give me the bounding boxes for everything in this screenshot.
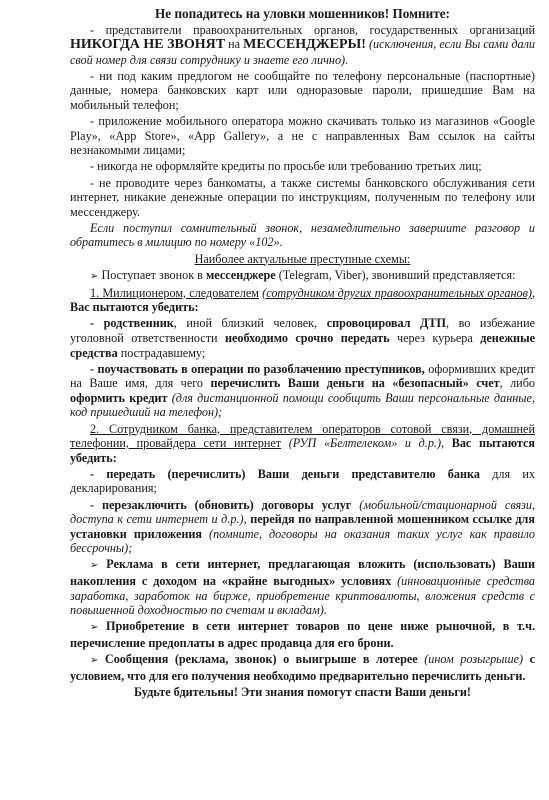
scheme-text: 2. Сотрудником банка, представителем операторов сотовой связи, домашней телефонии, провайдера сети интернет [70,421,535,451]
scheme-renew-contracts [70,498,535,556]
emphasis-convince: Вас пытаются убедить: [70,300,199,315]
schemes-subtitle: Наиболее актуальные преступные схемы: [194,251,411,266]
rule-text: на [228,37,241,52]
rule-call-police: Если поступил сомнительный звонок, незамедлительно завершите разговор и обратитесь в милицию по номеру «102». [70,220,535,250]
scheme-text: , иной близкий человек, [173,316,318,331]
rule-officials-never-call [70,23,535,68]
scheme-fake-operation [70,362,535,420]
scheme-text: (Telegram, Viber), звонивший представляется: [278,267,516,282]
scheme-text: Поступает звонок в [101,267,203,282]
arrow-bullet-icon: ➢ [90,560,99,572]
scheme-note: (РУП «Белтелеком» и д.р.), [288,436,445,451]
emphasis-transfer: - передать (перечислить) [90,466,246,481]
scheme-text: через курьера [396,330,473,345]
scheme-cheap-goods [70,619,535,650]
scheme-text: , во избежание уголовной ответственности [70,316,535,345]
scheme-text: Приобретение в сети интернет товаров по цене ниже рыночной, в т.ч. перечисление предоплаты в адрес продавца для его брони. [70,619,535,650]
emphasis-never-call: НИКОГДА НЕ ЗВОНЯТ [70,37,226,53]
scheme-police-impostor [70,286,535,315]
scheme-text: пострадавшему; [120,345,206,360]
scheme-text: , либо [499,376,535,391]
emphasis-relative: - родственник [90,316,174,331]
emphasis-lottery: Сообщения (реклама, звонок) о выигрыше в лотерее [104,651,418,666]
emphasis-malicious-link: перейдя по направленной мошенником ссылке для установки приложения [70,512,535,541]
emphasis-accident: спровоцировал ДТП [326,316,447,331]
emphasis-renew: - перезаключить (обновить) договоры услуг [90,497,352,512]
scheme-messenger-call [70,268,535,285]
rule-app-stores: - приложение мобильного оператора можно скачивать только из магазинов «Google Play», «App Store», «App Gallery», а не с направленных Вам ссылок на сайты незнакомыми лицами; [70,114,535,158]
footer-warning: Будьте бдительны! Эти знания помогут спасти Ваши деньги! [134,684,471,699]
scheme-text: , [531,285,535,300]
scheme-lottery [70,652,535,683]
emphasis-prepay: с условием, что для его получения необходимо предварительно перечислить деньги. [70,651,536,683]
emphasis-operation: - поучаствовать в операции по разоблачению преступников, [90,361,425,376]
scheme-note: (сотрудником других правоохранительных органов) [262,285,532,300]
emphasis-messengers: МЕССЕНДЖЕРЫ! [243,37,366,53]
scheme-bank-impostor [70,422,535,466]
emphasis-safe-account: перечислить Ваши деньги на «безопасный» счет [210,376,500,391]
scheme-investment-ads [70,557,535,617]
scheme-note: (ином розыгрыше) [424,651,524,666]
scheme-note: (мобильной/стационарной связи, доступа к сети интернет и д.р.), [70,497,536,527]
scheme-note: (для дистанционной помощи сообщить Ваши персональные данные, код пришедший на телефон); [70,390,535,420]
scheme-note: (инновационные средства заработка, заработок на бирже, приобретение криптовалюты, вложения средств с повышенной доходностью по счетам и вкладам). [70,573,536,618]
emphasis-messenger: мессенджере [205,267,276,282]
emphasis-bank-rep: Ваши деньги представителю банка [257,466,480,481]
scheme-relative-accident [70,316,535,360]
emphasis-money: денежные средства [70,330,536,360]
scheme-transfer-to-bank [70,467,535,496]
scheme-text: для их декларирования; [70,466,536,496]
rule-no-atm-operations: - не проводите через банкоматы, а также системы банковского обслуживания сети интернет, никакие денежные операции по инструкциям, полученным по телефону или мессенджеру. [70,175,535,219]
emphasis-urgent-transfer: необходимо срочно передать [224,330,390,345]
rule-personal-data: - ни под каким предлогом не сообщайте по телефону персональные (паспортные) данные, номера банковских карт или одноразовые пароли, пришедшие Вам на мобильный телефон; [70,68,535,113]
rule-no-credits: - никогда не оформляйте кредиты по просьбе или требованию третьих лиц; [90,159,482,174]
arrow-bullet-icon: ➢ [90,270,99,282]
arrow-bullet-icon: ➢ [90,622,99,634]
page-title: Не попадитесь на уловки мошенников! Помните: [155,6,450,21]
scheme-note: (помните, договоры на оказания таких услуг как правило бессрочны); [70,526,536,556]
rule-exception-note: (исключения, если Вы сами дали свой номер для связи сотруднику и знаете его лично). [70,37,536,67]
rule-text: - представители правоохранительных органов, государственных организаций [90,22,535,37]
emphasis-convince: Вас пытаются убедить: [70,436,535,465]
scheme-text: оформивших кредит на Ваше имя, для чего [70,361,536,391]
arrow-bullet-icon: ➢ [90,654,99,666]
emphasis-credit: оформить кредит [70,390,168,405]
scheme-text: 1. Милиционером, следователем [90,285,259,300]
emphasis-investment: Реклама в сети интернет, предлагающая вложить (использовать) Ваши накопления с доходом на «крайне выгодных» условиях [70,557,535,588]
